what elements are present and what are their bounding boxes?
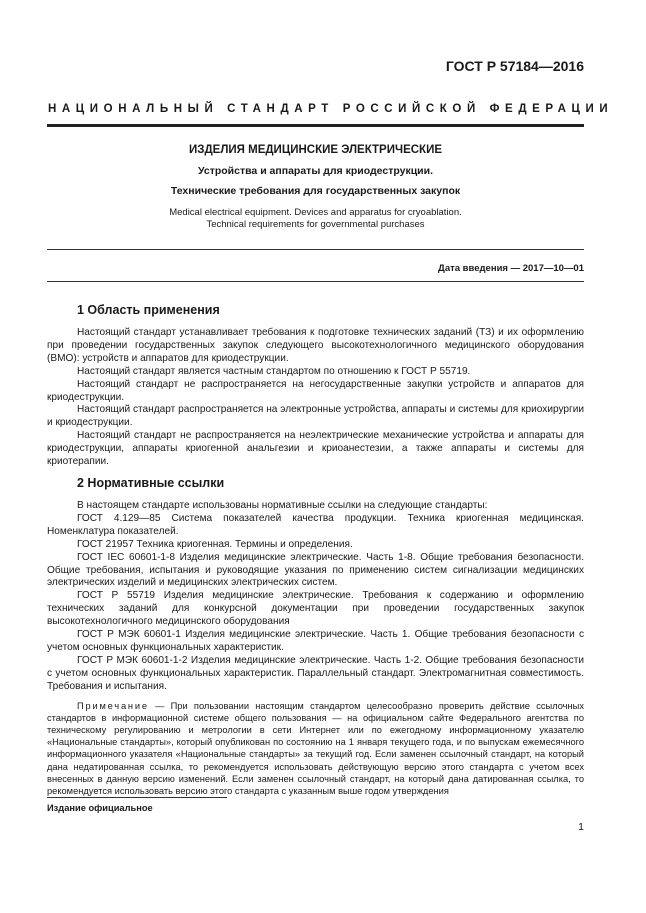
section-references bbox=[47, 476, 584, 797]
introduction-date: Дата введения — 2017—10—01 bbox=[438, 263, 584, 274]
section-2-paragraph: В настоящем стандарте использованы нормативные ссылки на следующие стандарты: bbox=[77, 500, 488, 511]
section-1-heading: 1 Область применения bbox=[77, 303, 220, 317]
title-sub2: Технические требования для государственных закупок bbox=[170, 185, 461, 197]
section-2-paragraph: ГОСТ Р 55719 Изделия медицинские электрические. Требования к содержанию и оформлению технических заданий для конкурсной документации при проведении государственных закупок высокотехнологичного медицинского оборудования bbox=[47, 590, 584, 628]
section-1-paragraph: Настоящий стандарт устанавливает требования к подготовке технических заданий (ТЗ) и их оформлению при проведении государственных закупок следующего высокотехнологичного медицинского оборудования (ВМО): устройств и аппаратов для криодеструкции. bbox=[47, 327, 584, 364]
standard-titles bbox=[47, 144, 584, 231]
title-english-line1: Medical electrical equipment. Devices and apparatus for cryoablation. bbox=[169, 207, 462, 218]
section-scope bbox=[47, 303, 584, 469]
title-main: ИЗДЕЛИЯ МЕДИЦИНСКИЕ ЭЛЕКТРИЧЕСКИЕ bbox=[188, 144, 443, 156]
section-2-paragraph: ГОСТ IEC 60601-1-8 Изделия медицинские электрические. Часть 1-8. Общие требования безопасности. Общие требования, испытания и руководящие указания по применению систем сигнализации медицинских электрических изделий и медицинских электрических систем. bbox=[47, 551, 584, 589]
title-english-line2: Technical requirements for governmental purchases bbox=[206, 219, 425, 230]
section-2-paragraph: ГОСТ Р МЭК 60601-1-2 Изделия медицинские электрические. Часть 1-2. Общие требования безопасности с учетом основных функциональных характеристик. Параллельный стандарт. Электромагнитная совместимость. Требования и испытания. bbox=[47, 654, 584, 692]
section-1-paragraph: Настоящий стандарт не распространяется на негосударственные закупки устройств и аппаратов для криодеструкции. bbox=[47, 378, 584, 403]
title-english bbox=[47, 207, 584, 231]
section-1-paragraph: Настоящий стандарт распространяется на электронные устройства, аппараты и системы для криохирургии и криодеструкции. bbox=[47, 404, 584, 429]
reference-note bbox=[47, 700, 584, 798]
title-sub1: Устройства и аппараты для криодеструкции. bbox=[198, 165, 433, 177]
header-rule bbox=[47, 124, 584, 127]
section-2-paragraph: ГОСТ 4.129—85 Система показателей качества продукции. Техника криогенная медицинская. Номенклатура показателей. bbox=[47, 512, 584, 537]
edition-label: Издание официальное bbox=[47, 803, 153, 813]
page-number: 1 bbox=[578, 821, 584, 833]
note-text: — При пользовании настоящим стандартом целесообразно проверить действие ссылочных стандартов в информационной системе общего пользования — на официальном сайте Федерального агентства по техническому регулированию и метрологии в сети Интернет или по ежегодному информационному указателю «Национальные стандарты», который опубликован по состоянию на 1 января текущего года, и по выпускам ежемесячного информационного указателя «Национальные стандарты» за текущий год. Если заменен ссылочный стандарт, на который дана недатированная ссылка, то рекомендуется использовать действующую версию этого стандарта с учетом всех внесенных в данную версию изменений. Если заменен ссылочный стандарт, на который дана датированная ссылка, то рекомендуется использовать версию этого стандарта с указанным выше годом утверждения bbox=[47, 700, 584, 797]
section-1-paragraph: Настоящий стандарт не распространяется на неэлектрические механические устройства и аппараты для криодеструкции, аппараты криогенной анальгезии и криоанестезии, а также аппараты и системы для криотерапии. bbox=[47, 430, 584, 468]
title-rule bbox=[47, 249, 584, 250]
footer-rule bbox=[47, 797, 227, 798]
section-2-paragraph: ГОСТ 21957 Техника криогенная. Термины и определения. bbox=[77, 538, 353, 550]
section-2-paragraph: ГОСТ Р МЭК 60601-1 Изделия медицинские электрические. Часть 1. Общие требования безопасности с учетом основных функциональных характеристик. bbox=[47, 629, 584, 653]
section-1-paragraph: Настоящий стандарт является частным стандартом по отношению к ГОСТ Р 55719. bbox=[77, 365, 471, 377]
section-2-heading: 2 Нормативные ссылки bbox=[77, 476, 225, 490]
date-rule bbox=[47, 281, 584, 282]
gost-number: ГОСТ Р 57184—2016 bbox=[445, 58, 584, 74]
national-standard-title: НАЦИОНАЛЬНЫЙ СТАНДАРТ РОССИЙСКОЙ ФЕДЕРАЦИИ bbox=[48, 103, 614, 115]
note-label: Примечание bbox=[77, 700, 149, 711]
